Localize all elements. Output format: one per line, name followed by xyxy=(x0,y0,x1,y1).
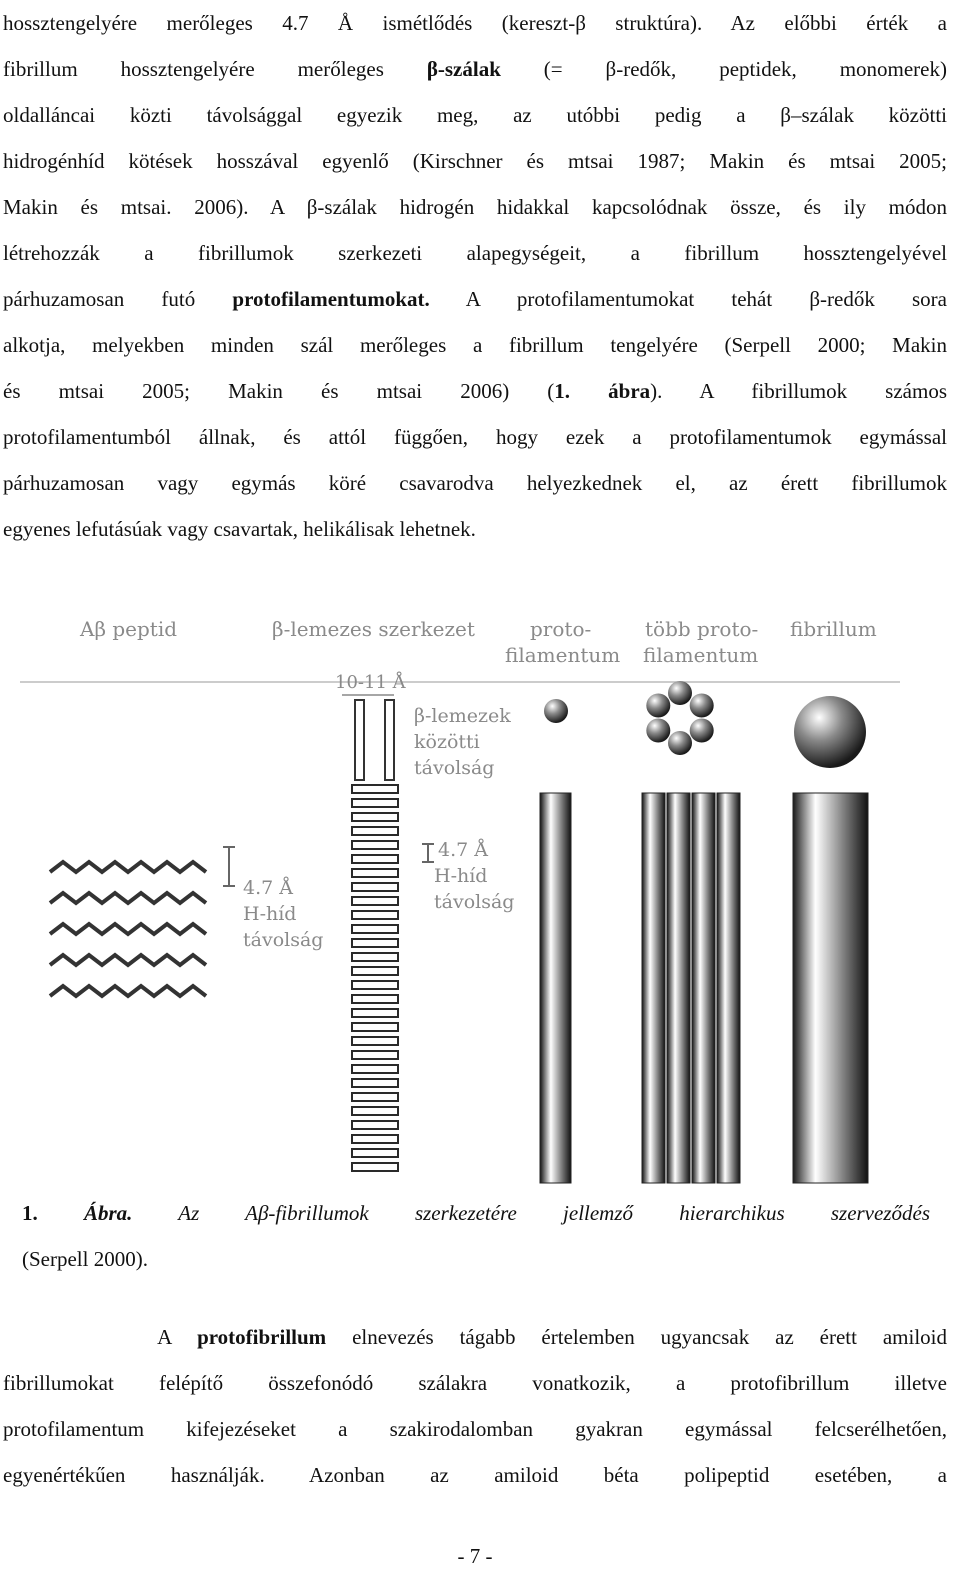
beta-strand xyxy=(352,855,398,863)
text-line xyxy=(3,368,947,414)
beta-strand xyxy=(352,1023,398,1031)
beta-strand xyxy=(352,1079,398,1087)
text-line xyxy=(3,92,947,138)
abeta-zigzag-group xyxy=(50,862,206,996)
text-line xyxy=(3,138,947,184)
protofilament-ball xyxy=(646,694,670,718)
text-line xyxy=(3,1314,947,1360)
text-run: protofibrillum xyxy=(197,1325,327,1349)
text-run: egyenes lefutásúak vagy csavartak, helikálisak lehetnek. xyxy=(3,517,476,541)
text-line xyxy=(3,506,947,552)
fibrillum-rod xyxy=(793,793,868,1183)
beta-strand xyxy=(352,981,398,989)
text-run: fibrillum hossztengelyére merőleges xyxy=(3,57,427,81)
text-run: ). A fibrillumok számos xyxy=(650,379,947,403)
beta-strand xyxy=(352,1163,398,1171)
multi-protofilament-rod-2 xyxy=(667,793,690,1183)
beta-strand xyxy=(352,869,398,877)
body-paragraph-2 xyxy=(3,1314,947,1498)
abeta-peptide-zigzag xyxy=(50,986,206,996)
beta-strand xyxy=(352,1107,398,1115)
text-line xyxy=(3,1360,947,1406)
label-multi-protofilament-1: több proto- xyxy=(645,617,759,641)
dim-sheet-spacing-label: 10-11 Å xyxy=(335,672,406,693)
text-run: egyenértékűen használják. Azonban az amiloid béta polipeptid esetében, a xyxy=(3,1463,947,1487)
abeta-peptide-zigzag xyxy=(50,955,206,965)
label-abeta-peptid: Aβ peptid xyxy=(80,617,178,641)
beta-strand xyxy=(352,1135,398,1143)
beta-strand xyxy=(352,897,398,905)
sheet-gap-label-1: β-lemezek xyxy=(414,705,511,727)
page-number: - 7 - xyxy=(457,1544,493,1568)
label-fibrillum: fibrillum xyxy=(790,617,877,641)
beta-strand-stack xyxy=(352,785,398,1171)
sheet-edge-left xyxy=(355,700,364,780)
label-beta-sheet: β-lemezes szerkezet xyxy=(272,617,475,641)
beta-strand xyxy=(352,911,398,919)
label-protofilament-1: proto- xyxy=(530,617,592,641)
text-run: Makin és mtsai. 2006). A β-szálak hidrogén hidakkal kapcsolódnak össze, és ily módon xyxy=(3,195,947,219)
beta-strand xyxy=(352,827,398,835)
text-run: A protofilamentumokat tehát β-redők sora xyxy=(429,287,947,311)
multi-protofilament-rod-4 xyxy=(717,793,740,1183)
text-line xyxy=(22,1236,930,1282)
text-line xyxy=(3,184,947,230)
abeta-fibril-hierarchy-figure xyxy=(0,600,960,1200)
hbond-b-label-2: H-híd xyxy=(434,865,488,887)
protofilament-ball xyxy=(690,694,714,718)
abeta-peptide-zigzag xyxy=(50,924,206,934)
protofilament-ball xyxy=(668,681,692,705)
multi-protofilament-cross-section xyxy=(646,681,713,755)
text-run: párhuzamosan futó xyxy=(3,287,233,311)
hbond-b-label-1: 4.7 Å xyxy=(438,839,488,861)
hbond-a-label-3: távolság xyxy=(243,929,324,951)
text-run: 1. xyxy=(22,1201,84,1225)
text-run: (Serpell 2000). xyxy=(22,1247,148,1271)
sheet-edge-right xyxy=(385,700,394,780)
text-line xyxy=(3,276,947,322)
text-line xyxy=(3,46,947,92)
text-run: alkotja, melyekben minden szál merőleges a fibrillum tengelyére (Serpell 2000; Makin xyxy=(3,333,947,357)
text-run: protofilamentum kifejezéseket a szakirodalomban gyakran egymással felcserélhetően, xyxy=(3,1417,947,1441)
text-run: protofilamentumokat. xyxy=(232,287,430,311)
protofilament-rod xyxy=(540,793,571,1183)
sheet-gap-label-2: közötti xyxy=(414,731,480,753)
beta-strand xyxy=(352,939,398,947)
text-line xyxy=(3,230,947,276)
multi-protofilament-rod-3 xyxy=(692,793,715,1183)
beta-strand xyxy=(352,1037,398,1045)
text-run: létrehozzák a fibrillumok szerkezeti alapegységeit, a fibrillum hossztengelyével xyxy=(3,241,947,265)
text-run: Ábra. xyxy=(83,1201,133,1225)
beta-strand xyxy=(352,785,398,793)
text-run: Az Aβ-fibrillumok szerkezetére jellemző hierarchikus szerveződés xyxy=(132,1201,930,1225)
hbond-b-label-3: távolság xyxy=(434,891,515,913)
body-paragraph-1 xyxy=(3,0,947,552)
text-run: és mtsai 2005; Makin és mtsai 2006) ( xyxy=(3,379,555,403)
text-line xyxy=(22,1190,930,1236)
label-multi-protofilament-2: filamentum xyxy=(643,643,759,667)
text-run: (= β-redők, peptidek, monomerek) xyxy=(500,57,947,81)
text-run: β-szálak xyxy=(426,57,501,81)
abeta-peptide-zigzag xyxy=(50,862,206,872)
text-run: protofilamentumból állnak, és attól függően, hogy ezek a protofilamentumok egymással xyxy=(3,425,947,449)
text-line xyxy=(3,322,947,368)
label-protofilament-2: filamentum xyxy=(505,643,621,667)
hbond-a-label-1: 4.7 Å xyxy=(243,877,293,899)
figure-caption xyxy=(22,1190,930,1282)
text-line xyxy=(3,460,947,506)
beta-strand xyxy=(352,953,398,961)
beta-strand xyxy=(352,1093,398,1101)
text-run: elnevezés tágabb értelemben ugyancsak az érett amiloid xyxy=(326,1325,947,1349)
beta-strand xyxy=(352,967,398,975)
beta-strand xyxy=(352,1065,398,1073)
text-run: oldalláncai közti távolsággal egyezik meg, az utóbbi pedig a β–szálak közötti xyxy=(3,103,947,127)
text-run: hossztengelyére merőleges 4.7 Å ismétlődés (kereszt-β struktúra). Az előbbi érték a xyxy=(3,11,947,35)
protofilament-ball xyxy=(690,719,714,743)
protofilament-ball xyxy=(646,719,670,743)
text-line xyxy=(3,0,947,46)
text-run: 1. ábra xyxy=(554,379,651,403)
beta-strand xyxy=(352,925,398,933)
text-run: hidrogénhíd kötések hosszával egyenlő (Kirschner és mtsai 1987; Makin és mtsai 2005; xyxy=(3,149,947,173)
beta-strand xyxy=(352,1121,398,1129)
beta-strand xyxy=(352,813,398,821)
beta-strand xyxy=(352,1009,398,1017)
text-line xyxy=(3,414,947,460)
hbond-a-label-2: H-híd xyxy=(243,903,297,925)
text-line xyxy=(3,1406,947,1452)
beta-strand xyxy=(352,799,398,807)
text-run: párhuzamosan vagy egymás köré csavarodva helyezkednek el, az érett fibrillumok xyxy=(3,471,947,495)
beta-strand xyxy=(352,883,398,891)
abeta-peptide-zigzag xyxy=(50,893,206,903)
protofilament-ball xyxy=(668,731,692,755)
beta-strand xyxy=(352,841,398,849)
text-run: fibrillumokat felépítő összefonódó szálakra vonatkozik, a protofibrillum illetve xyxy=(3,1371,947,1395)
protofilament-cross-section xyxy=(544,699,568,723)
multi-protofilament-rod-1 xyxy=(642,793,665,1183)
beta-strand xyxy=(352,995,398,1003)
fibrillum-cross-section xyxy=(794,696,866,768)
text-line xyxy=(3,1452,947,1498)
beta-strand xyxy=(352,1149,398,1157)
sheet-gap-label-3: távolság xyxy=(414,757,495,779)
text-run: A xyxy=(3,1325,198,1349)
beta-strand xyxy=(352,1051,398,1059)
